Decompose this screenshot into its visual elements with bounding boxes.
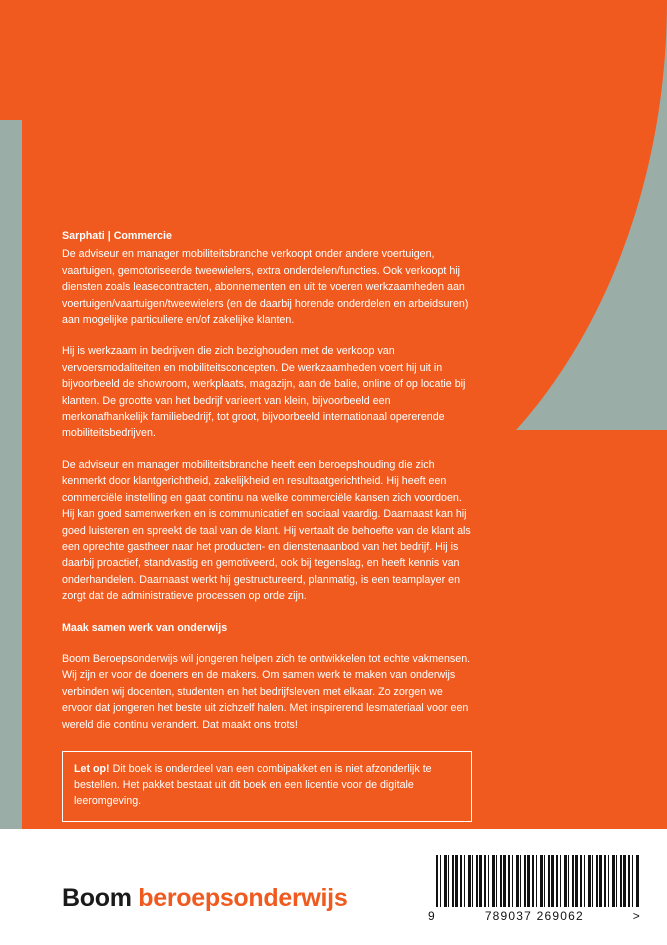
publisher-logo	[62, 884, 347, 913]
cover-paragraph-2: Hij is werkzaam in bedrijven die zich bezighouden met de verkoop van vervoersmodaliteiten en mobiliteitsconcepten. De werkzaamheden voert hij uit in bijvoorbeeld de showroom, werkplaats, magazijn, aan de balie, online of op locatie bij klanten. De grootte van het bedrijf varieert van klein, bijvoorbeeld een merkonafhankelijk familiebedrijf, tot groot, bijvoorbeeld internationaal opererende mobiliteitsbedrijven.	[62, 345, 466, 440]
barcode-digits	[428, 909, 641, 923]
publisher-logo-beroepsonderwijs: beroepsonderwijs	[138, 884, 348, 912]
barcode-digit-left: 9	[428, 909, 436, 923]
cover-paragraph-3: De adviseur en manager mobiliteitsbranche heeft een beroepshouding die zich kenmerkt door klantgerichtheid, zakelijkheid en resultaatgerichtheid. Hij heeft een commerciële instelling en gaat continu na welke commerciële kansen zich voordoen. Hij kan goed samenwerken en is communicatief en sociaal vaardig. Daarnaast kan hij goed luisteren en spreekt de taal van de klant. Hij vertaalt de behoefte van de klant als een oprechte gastheer naar het producten- en dienstenaanbod van het bedrijf. Hij is daarbij proactief, standvastig en gemotiveerd, ook bij tegenslag, en heeft kennis van onderhandelen. Daarnaast werkt hij gestructureerd, planmatig, is een teamplayer en zorgt dat de administratieve processen op orde zijn.	[62, 458, 471, 603]
note-label: Let op!	[74, 762, 110, 775]
note-box	[62, 751, 472, 822]
barcode-digits-main: 789037 269062	[484, 909, 584, 923]
cover-title: Sarphati | Commercie	[62, 230, 172, 242]
cover-paragraph-1: De adviseur en manager mobiliteitsbranche verkoopt onder andere voertuigen, vaartuigen, gemotoriseerde tweewielers, extra onderdelen/functies. Ook verkoopt hij diensten zoals leasecontracten, abonnementen en uit te voeren werkzaamheden aan voertuigen/vaartuigen/tweewielers (en de daarbij horende onderdelen en arbeidsuren) aan mogelijke particuliere en/of zakelijke klanten.	[62, 248, 469, 327]
decorative-shape-left-notch	[0, 0, 22, 120]
barcode-bars	[436, 855, 639, 907]
cover-footer	[0, 829, 667, 945]
note-text: Dit boek is onderdeel van een combipakket en is niet afzonderlijk te bestellen. Het pakket bestaat uit dit boek en een licentie voor de digitale leeromgeving.	[74, 762, 432, 808]
section-heading: Maak samen werk van onderwijs	[62, 621, 228, 634]
back-cover-text-block	[62, 228, 472, 822]
publisher-logo-boom: Boom	[62, 884, 139, 912]
isbn-barcode	[428, 855, 643, 923]
decorative-shape-left-strip	[0, 0, 22, 830]
barcode-digit-right: >	[632, 909, 641, 923]
section-paragraph: Boom Beroepsonderwijs wil jongeren helpen zich te ontwikkelen tot echte vakmensen. Wij zijn er voor de doeners en de makers. Om samen werk te maken van onderwijs verbinden wij docenten, studenten en het bedrijfsleven met elkaar. Zo zorgen we ervoor dat jongeren het beste uit zichzelf halen. Met inspirerend lesmateriaal voor een wereld die continu verandert. Dat maakt ons trots!	[62, 652, 471, 731]
